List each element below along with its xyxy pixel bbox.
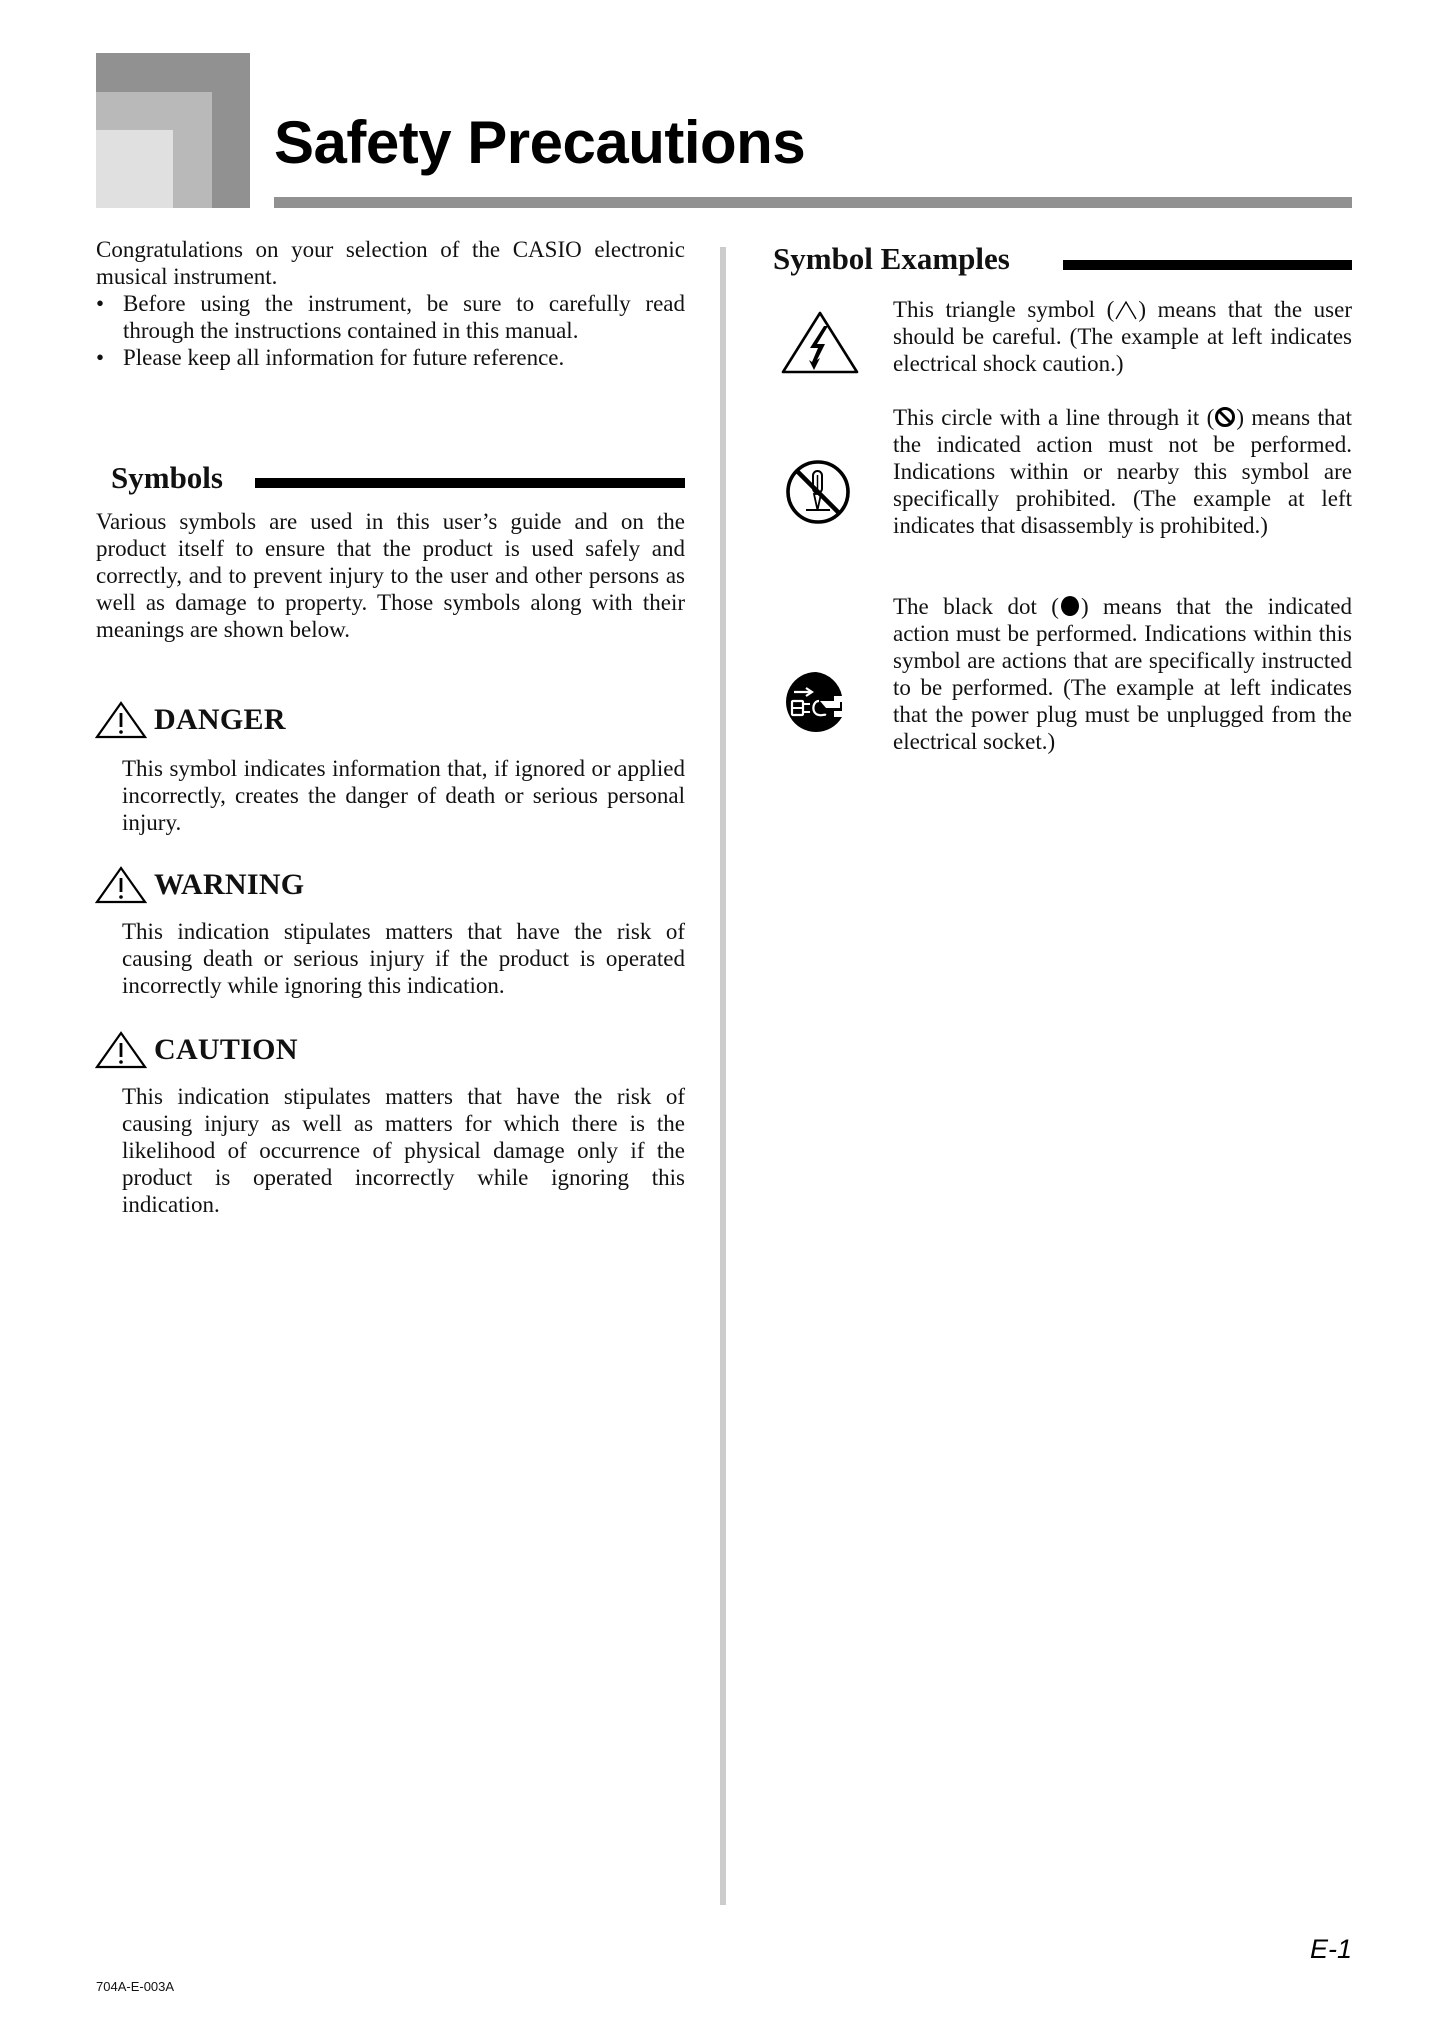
warning-triangle-icon bbox=[95, 1031, 147, 1069]
bullet-text: Please keep all information for future reference. bbox=[123, 345, 565, 370]
symbols-heading-bar bbox=[255, 478, 685, 488]
bullet-marker: • bbox=[96, 345, 105, 370]
bullet-item bbox=[96, 344, 685, 371]
page-title: Safety Precautions bbox=[274, 109, 806, 176]
title-decoration-square-light bbox=[96, 130, 173, 208]
unplug-power-icon bbox=[784, 670, 848, 734]
intro-bullet-list bbox=[96, 290, 685, 371]
black-dot-symbol-explanation bbox=[893, 593, 1352, 755]
danger-heading bbox=[95, 701, 286, 739]
warning-description: This indication stipulates matters that have the risk of causing death or serious injury if the product is operated incorrectly while ignoring this indication. bbox=[122, 919, 685, 998]
warning-triangle-icon bbox=[95, 701, 147, 739]
triangle-symbol-explanation bbox=[893, 296, 1352, 377]
bullet-item bbox=[96, 290, 685, 344]
explanation-text: ) means that the indicated action must be performed. Indications within this symbol are actions that are specifically instructed to be performed. (The example at left indicates that the power plug must be unplugged from the electrical socket.) bbox=[893, 594, 1352, 754]
explanation-text: This triangle symbol ( bbox=[893, 297, 1115, 322]
bullet-text: Before using the instrument, be sure to carefully read through the instructions contained in this manual. bbox=[123, 291, 685, 343]
warning-triangle-icon bbox=[95, 866, 147, 904]
explanation-text: ) means that the indicated action must not be performed. Indications within or nearby this symbol are specifically prohibited. (The example at left indicates that disassembly is prohibited.) bbox=[893, 405, 1353, 538]
caution-label: CAUTION bbox=[154, 1033, 298, 1066]
explanation-text: This circle with a line through it ( bbox=[893, 405, 1215, 430]
prohibition-circle-icon bbox=[1214, 406, 1236, 428]
intro-text: Congratulations on your selection of the CASIO electronic musical instrument. bbox=[96, 237, 685, 289]
explanation-text: ) means that the user should be careful. (The example at left indicates electrical shock caution.) bbox=[893, 297, 1353, 376]
bullet-marker: • bbox=[96, 291, 105, 316]
disassembly-prohibited-icon bbox=[784, 458, 852, 526]
danger-label: DANGER bbox=[154, 703, 286, 736]
warning-heading bbox=[95, 866, 304, 904]
column-divider bbox=[720, 247, 726, 1905]
symbol-examples-heading-bar bbox=[1063, 260, 1352, 270]
prohibition-symbol-explanation bbox=[893, 404, 1352, 539]
warning-label: WARNING bbox=[154, 868, 305, 901]
caution-heading bbox=[95, 1031, 298, 1069]
electrical-shock-triangle-icon bbox=[780, 310, 860, 376]
document-code: 704A-E-003A bbox=[96, 1979, 175, 1994]
explanation-text: The black dot ( bbox=[893, 594, 1059, 619]
symbols-description: Various symbols are used in this user’s guide and on the product itself to ensure that the product is used safely and correctly, and to prevent injury to the user and other persons as well as damage to property. Those symbols along with their meanings are shown below. bbox=[96, 509, 685, 642]
page-number: E-1 bbox=[1309, 1934, 1352, 1964]
title-underline-bar bbox=[274, 197, 1352, 208]
danger-description: This symbol indicates information that, if ignored or applied incorrectly, creates the danger of death or serious personal injury. bbox=[122, 756, 685, 835]
black-dot-icon bbox=[1059, 595, 1081, 617]
symbol-examples-heading: Symbol Examples bbox=[773, 241, 1010, 276]
symbols-heading: Symbols bbox=[111, 460, 223, 495]
triangle-outline-icon bbox=[1114, 300, 1138, 320]
caution-description: This indication stipulates matters that have the risk of causing injury as well as matters for which there is the likelihood of occurrence of physical damage only if the product is operated incorrectly while ignoring this indication. bbox=[122, 1084, 685, 1217]
